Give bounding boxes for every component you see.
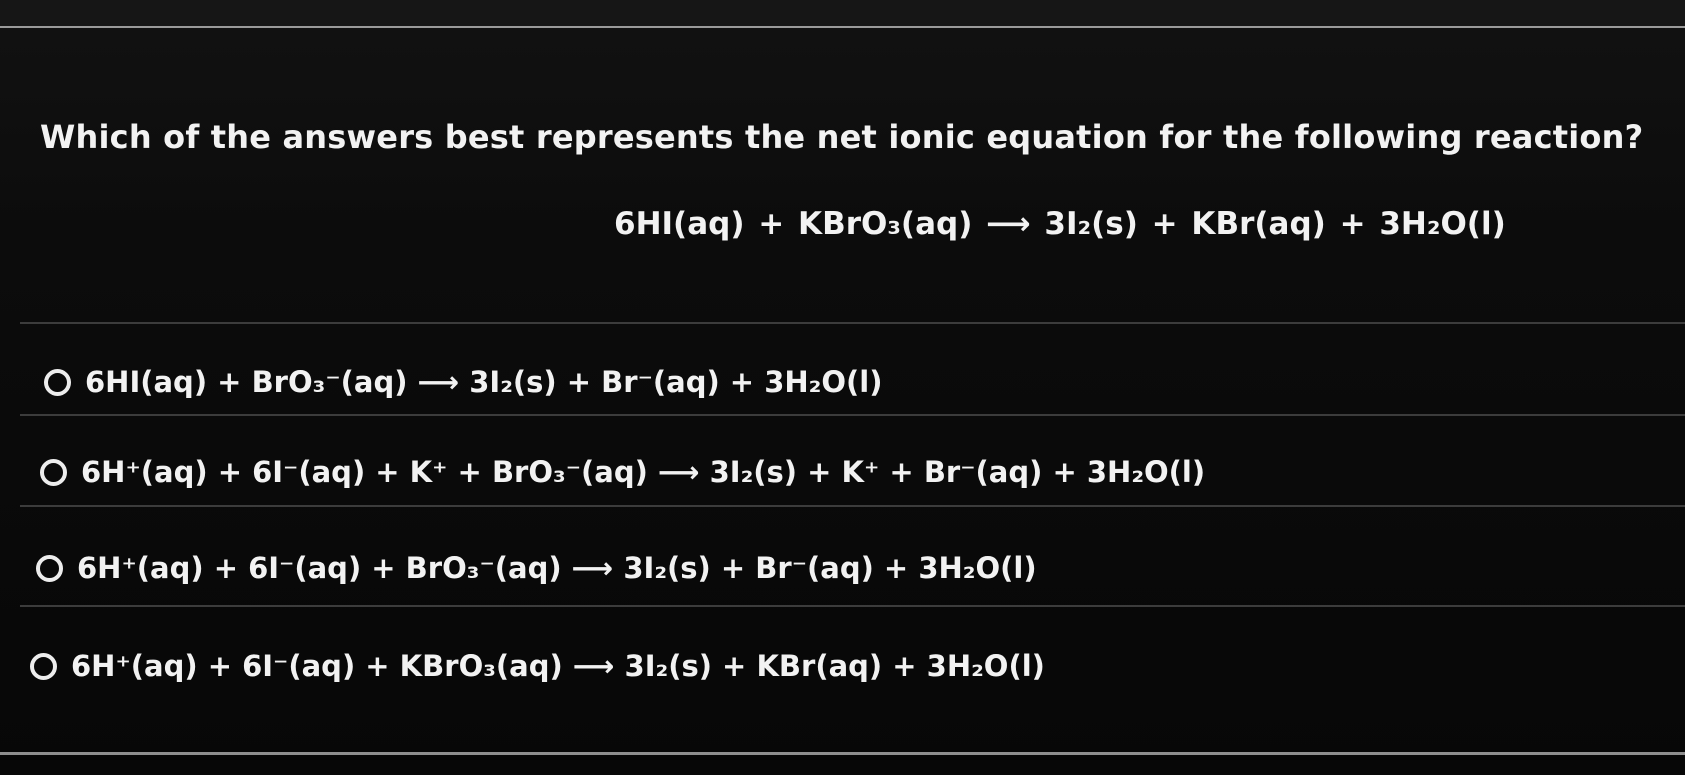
option-label: 6H⁺(aq) + 6I⁻(aq) + K⁺ + BrO₃⁻(aq) ⟶ 3I₂(s) + K⁺ + Br⁻(aq) + 3H₂O(l)	[81, 455, 1206, 489]
question-text: Which of the answers best represents the net ionic equation for the following reaction?	[40, 118, 1644, 156]
radio-button[interactable]	[30, 653, 57, 680]
divider	[20, 505, 1685, 507]
radio-button[interactable]	[36, 555, 63, 582]
divider	[20, 605, 1685, 607]
divider	[20, 414, 1685, 416]
answer-option-1[interactable]	[44, 365, 882, 399]
radio-button[interactable]	[40, 459, 67, 486]
divider	[20, 322, 1685, 324]
option-label: 6H⁺(aq) + 6I⁻(aq) + BrO₃⁻(aq) ⟶ 3I₂(s) + Br⁻(aq) + 3H₂O(l)	[77, 551, 1037, 585]
option-label: 6HI(aq) + BrO₃⁻(aq) ⟶ 3I₂(s) + Br⁻(aq) + 3H₂O(l)	[85, 365, 883, 399]
top-edge	[0, 0, 1685, 28]
bottom-edge	[0, 752, 1685, 755]
radio-button[interactable]	[44, 369, 71, 396]
answer-option-4[interactable]	[30, 649, 1045, 683]
option-label: 6H⁺(aq) + 6I⁻(aq) + KBrO₃(aq) ⟶ 3I₂(s) + KBr(aq) + 3H₂O(l)	[71, 649, 1045, 683]
reaction-equation: 6HI(aq) + KBrO₃(aq) ⟶ 3I₂(s) + KBr(aq) + 3H₂O(l)	[614, 206, 1506, 242]
answer-option-3[interactable]	[36, 551, 1037, 585]
answer-option-2[interactable]	[40, 455, 1205, 489]
